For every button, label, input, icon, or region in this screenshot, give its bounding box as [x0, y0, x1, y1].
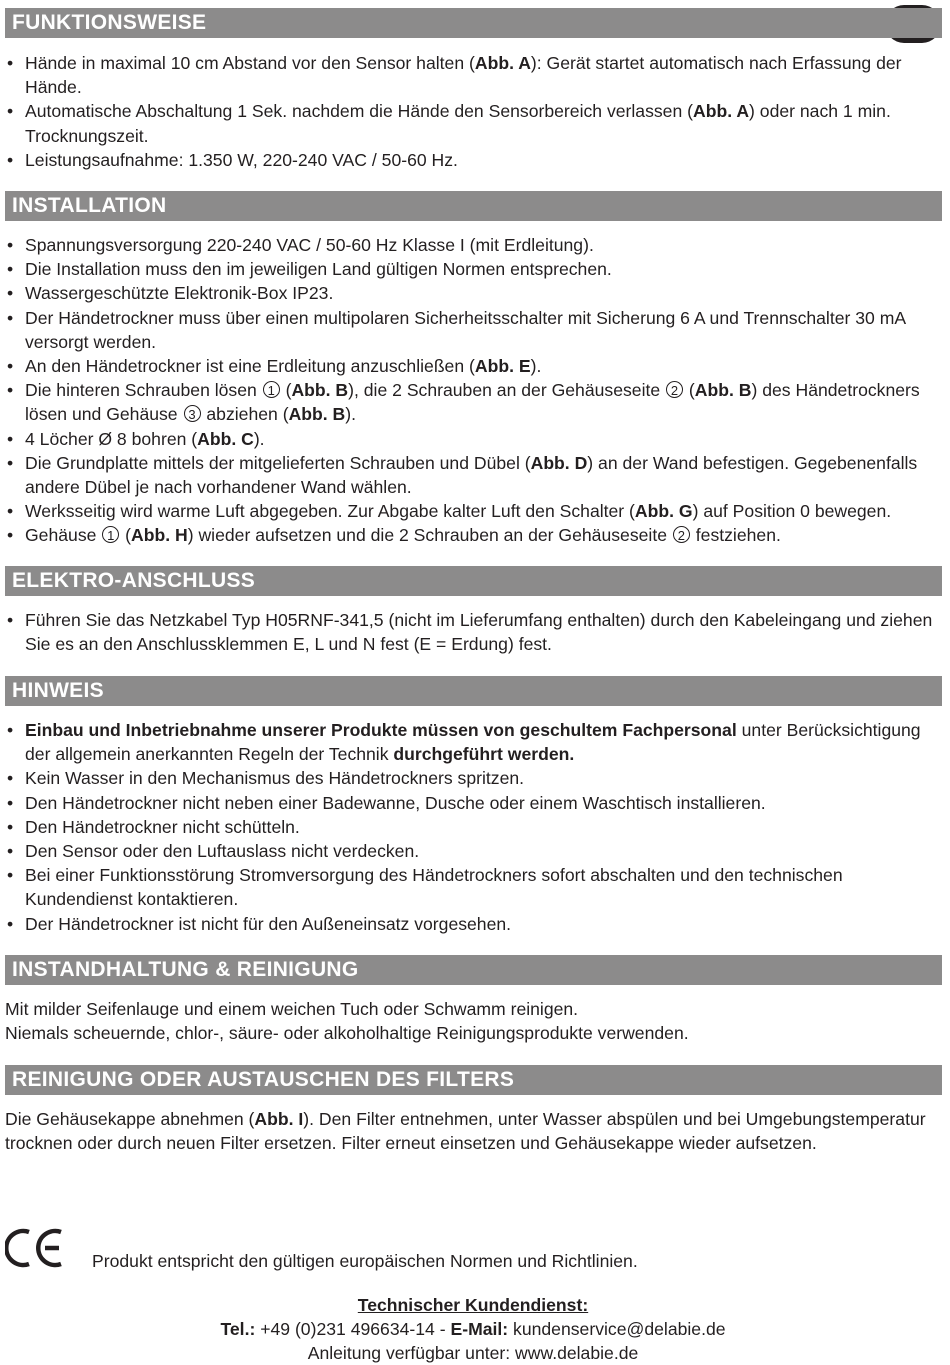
- tel-label: Tel.:: [220, 1319, 256, 1339]
- bold-text: Abb. D: [530, 452, 588, 473]
- bold-text: Abb. B: [694, 380, 752, 401]
- paragraph-filter: [5, 1107, 942, 1155]
- list-item: [5, 354, 942, 378]
- circled-number: 2: [666, 381, 683, 398]
- list-funktionsweise: [5, 51, 942, 172]
- text-segment: ).: [530, 356, 542, 377]
- list-item: [5, 791, 942, 815]
- list-item: [5, 499, 942, 523]
- section-title-hinweis: HINWEIS: [5, 676, 942, 706]
- list-hinweis: [5, 718, 942, 936]
- text-segment: ) oder nach 1 min. Trocknungszeit.: [25, 101, 891, 146]
- ce-conformity-text: Produkt entspricht den gültigen europäischen Normen und Richtlinien.: [92, 1251, 638, 1271]
- list-item: [5, 451, 942, 499]
- text-segment: Spannungsversorgung 220-240 VAC / 50-60 Hz Klasse I (mit Erdleitung).: [25, 235, 594, 255]
- list-item: [5, 378, 942, 426]
- text-segment: ).: [345, 404, 356, 425]
- text-segment: Die hinteren Schrauben lösen: [25, 380, 262, 401]
- bold-text: Abb. E: [474, 356, 531, 377]
- list-item: [5, 233, 942, 257]
- list-item: [5, 99, 942, 147]
- bold-text: Einbau und Inbetriebnahme unserer Produkte müssen von geschultem Fachpersonal: [25, 720, 737, 740]
- email-label: E-Mail:: [450, 1319, 509, 1339]
- list-item: [5, 427, 942, 451]
- list-item: [5, 608, 942, 656]
- text-segment: Den Händetrockner nicht neben einer Badewanne, Dusche oder einem Waschtisch installieren.: [25, 792, 766, 813]
- text-segment: Der Händetrockner ist nicht für den Außeneinsatz vorgesehen.: [25, 913, 512, 934]
- list-item: [5, 257, 942, 281]
- bold-text: Abb. I: [254, 1109, 304, 1129]
- bold-text: Abb. B: [291, 380, 349, 401]
- bold-text: Abb. H: [131, 525, 188, 546]
- text-segment: Werksseitig wird warme Luft abgegeben. Zur Abgabe kalter Luft den Schalter (: [25, 501, 635, 522]
- text-segment: Die Installation muss den im jeweiligen Land gültigen Normen entsprechen.: [25, 259, 612, 280]
- text-segment: Bei einer Funktionsstörung Stromversorgung des Händetrockners sofort abschalten und den technischen Kundendienst kontaktieren.: [25, 865, 843, 910]
- bold-text: durchgeführt werden.: [393, 744, 575, 765]
- support-title: Technischer Kundendienst:: [357, 1295, 589, 1315]
- text-segment: Automatische Abschaltung 1 Sek. nachdem die Hände den Sensorbereich verlassen (: [25, 101, 693, 122]
- circled-number: 1: [263, 381, 280, 398]
- section-title-funktionsweise: FUNKTIONSWEISE: [5, 8, 942, 38]
- list-item: [5, 766, 942, 790]
- text-segment: (: [280, 380, 292, 401]
- text-segment: festziehen.: [690, 525, 781, 546]
- text-segment: Gehäuse: [25, 525, 102, 546]
- bold-text: Abb. B: [288, 404, 346, 425]
- list-item: [5, 523, 942, 547]
- text-segment: (: [684, 380, 695, 401]
- text-segment: Der Händetrockner muss über einen multipolaren Sicherheitsschalter mit Sicherung 6 A und Trennschalter 30 mA versorgt werden.: [25, 307, 906, 352]
- text-segment: ). Den Filter entnehmen, unter Wasser abspülen und bei Umgebungstemperatur trocknen oder durch neuen Filter ersetzen. Filter erneut einsetzen und Gehäusekappe wieder aufsetzen.: [5, 1109, 926, 1154]
- list-item: [5, 148, 942, 172]
- text-segment: Kein Wasser in den Mechanismus des Händetrockners spritzen.: [25, 768, 525, 789]
- list-item: [5, 839, 942, 863]
- text-segment: Wassergeschützte Elektronik-Box IP23.: [25, 283, 334, 304]
- text-segment: Leistungsaufnahme: 1.350 W, 220-240 VAC / 50-60 Hz.: [25, 149, 458, 170]
- text-segment: Die Grundplatte mittels der mitgelieferten Schrauben und Dübel (: [25, 452, 531, 473]
- list-item: [5, 718, 942, 766]
- text-segment: ) an der Wand befestigen. Gegebenenfalls andere Dübel je nach vorhandener Wand wählen.: [25, 452, 918, 498]
- list-item: [5, 912, 942, 936]
- text-segment: Den Händetrockner nicht schütteln.: [25, 816, 300, 837]
- text-segment: An den Händetrockner ist eine Erdleitung anzuschließen (: [25, 356, 475, 377]
- list-item: [5, 306, 942, 354]
- footer-web: Anleitung verfügbar unter: www.delabie.de: [307, 1343, 639, 1363]
- text-segment: Den Sensor oder den Luftauslass nicht verdecken.: [25, 841, 420, 862]
- section-title-filter: REINIGUNG ODER AUSTAUSCHEN DES FILTERS: [5, 1065, 942, 1095]
- text-segment: ).: [253, 428, 265, 449]
- bold-text: Abb. A: [693, 101, 750, 122]
- section-title-elektro-anschluss: ELEKTRO-ANSCHLUSS: [5, 566, 942, 596]
- circled-number: 2: [673, 526, 690, 543]
- text-segment: ) auf Position 0 bewegen.: [692, 501, 892, 522]
- tel-value: +49 (0)231 496634-14 -: [255, 1319, 451, 1339]
- list-item: [5, 863, 942, 911]
- email-value: kundenservice@delabie.de: [508, 1319, 726, 1339]
- text-segment: ): Gerät startet automatisch nach Erfassung der Hände.: [25, 53, 902, 98]
- list-item: [5, 815, 942, 839]
- text-segment: Die Gehäusekappe abnehmen (: [5, 1109, 255, 1129]
- ce-mark-icon: [5, 1226, 65, 1270]
- text-line: Niemals scheuernde, chlor-, säure- oder alkoholhaltige Reinigungsprodukte verwenden.: [5, 1023, 689, 1044]
- text-segment: ) des Händetrockners lösen und Gehäuse: [25, 380, 920, 425]
- list-item: [5, 51, 942, 99]
- circled-number: 1: [102, 526, 119, 543]
- section-title-instandhaltung: INSTANDHALTUNG & REINIGUNG: [5, 955, 942, 985]
- list-elektro-anschluss: [5, 608, 942, 656]
- bold-text: Abb. A: [474, 53, 531, 73]
- text-segment: ) wieder aufsetzen und die 2 Schrauben an der Gehäuseseite: [187, 525, 672, 546]
- bold-text: Abb. C: [197, 428, 254, 449]
- text-segment: Hände in maximal 10 cm Abstand vor den Sensor halten (: [25, 53, 475, 73]
- circled-number: 3: [184, 405, 201, 422]
- text-segment: Führen Sie das Netzkabel Typ H05RNF-341,5 (nicht im Lieferumfang enthalten) durch den Kabeleingang und ziehen Sie es an den Anschlussklemmen E, L und N fest (E = Erdung) fest.: [25, 610, 933, 655]
- bold-text: Abb. G: [634, 501, 693, 522]
- footer-contact: [0, 1317, 946, 1341]
- section-title-installation: INSTALLATION: [5, 191, 942, 221]
- text-segment: abziehen (: [201, 404, 289, 425]
- list-installation: [5, 233, 942, 548]
- text-segment: unter Berücksichtigung der allgemein anerkannten Regeln der Technik: [25, 720, 921, 765]
- text-segment: ), die 2 Schrauben an der Gehäuseseite: [348, 380, 666, 401]
- footer-title: [0, 1293, 946, 1317]
- paragraph-instandhaltung: [5, 997, 942, 1045]
- text-segment: (: [120, 525, 132, 546]
- text-line: Mit milder Seifenlauge und einem weichen Tuch oder Schwamm reinigen.: [5, 999, 579, 1019]
- list-item: [5, 281, 942, 305]
- text-segment: 4 Löcher Ø 8 bohren (: [25, 428, 198, 449]
